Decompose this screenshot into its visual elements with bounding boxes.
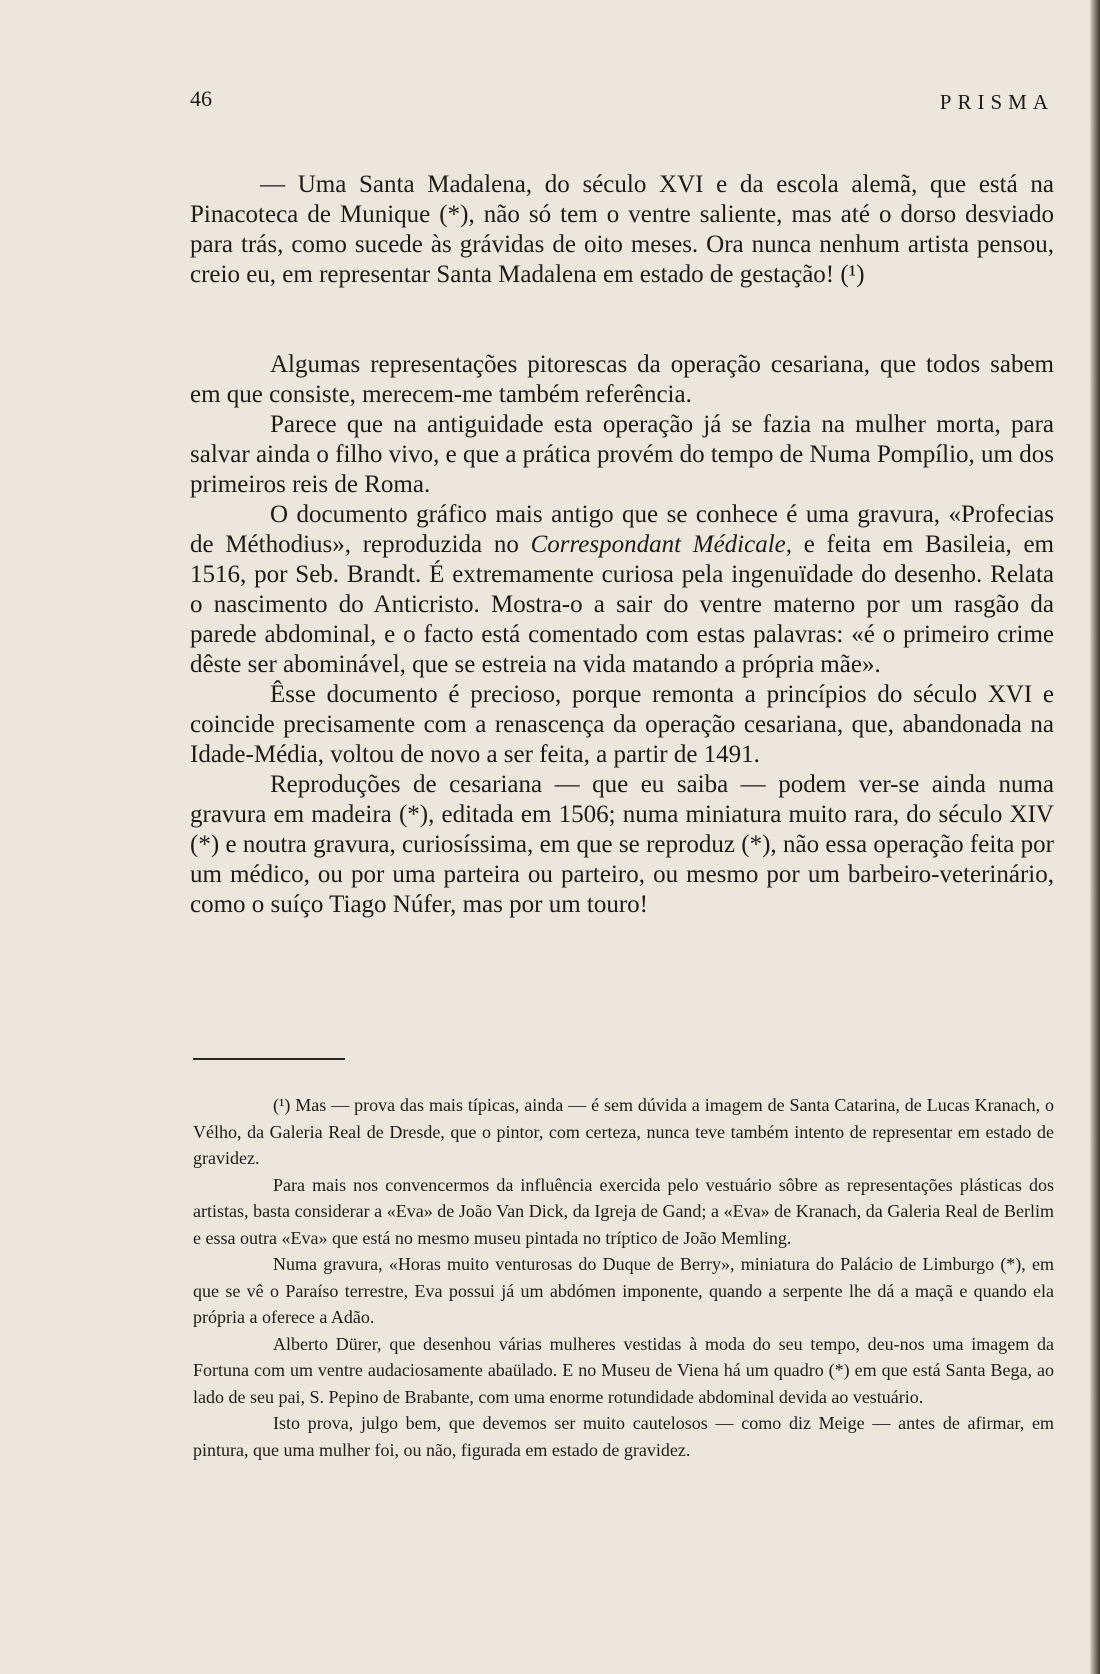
paragraph-documento-precioso: Êsse documento é precioso, porque remonta a princípios do século XVI e coincide precisamente com a renascença da operação cesariana, que, abandonada na Idade-Média, voltou de novo a ser feita, a partir de 1491. (190, 681, 1054, 768)
paragraph-antiguidade: Parece que na antiguidade esta operação já se fazia na mulher morta, para salvar ainda o filho vivo, e que a prática provém do tempo de Numa Pompílio, um dos primeiros reis de Roma. (190, 411, 1054, 498)
italic-title: Correspondant Médicale, (530, 531, 793, 558)
footnotes (193, 1092, 1054, 1463)
text-segment: e feita em Basileia, em 1516, por Seb. Brandt. É extremamente curiosa pela ingenuïdade do desenho. Relata o nascimento do Anticristo. Mostra-o a sair do ventre materno por um rasgão da parede abdominal, e o facto está comentado com estas palavras: «é o primeiro crime dêste ser abominável, que se estreia na vida matando a própria mãe». (190, 531, 1054, 678)
footnote-paragraph: Numa gravura, «Horas muito venturosas do Duque de Berry», miniatura do Palácio de Limburgo (*), em que se vê o Paraíso terrestre, Eva possui já um abdómen imponente, quando a serpente lhe dá a maçã e quando ela própria a oferece a Adão. (193, 1254, 1054, 1327)
paragraph-documento-grafico (190, 500, 1054, 680)
paragraph-santa-madalena: — Uma Santa Madalena, do século XVI e da escola alemã, que está na Pinacoteca de Munique (*), não só tem o ventre saliente, mas até o dorso desviado para trás, como sucede às grávidas de oito meses. Ora nunca nenhum artista pensou, creio eu, em representar Santa Madalena em estado de gestação! (¹) (190, 171, 1054, 288)
text-segment: O documento gráfico mais antigo que se conhece é uma gravura, «Profecias de Méthodius», reproduzida no (190, 501, 1054, 558)
section-gap (190, 290, 1054, 350)
page-edge-shadow (1090, 0, 1100, 1674)
paragraph-reproducoes: Reproduções de cesariana — que eu saiba — podem ver-se ainda numa gravura em madeira (*), editada em 1506; numa miniatura muito rara, do século XIV (*) e noutra gravura, curiosíssima, em que se reproduz (*), não essa operação feita por um médico, ou por uma parteira ou parteiro, ou mesmo por um barbeiro-veterinário, como o suíço Tiago Núfer, mas por um touro! (190, 771, 1054, 918)
footnote-paragraph: Isto prova, julgo bem, que devemos ser muito cautelosos — como diz Meige — antes de afirmar, em pintura, que uma mulher foi, ou não, figurada em estado de gravidez. (193, 1413, 1054, 1460)
paragraph-cesariana-intro: Algumas representações pitorescas da operação cesariana, que todos sabem em que consiste, merecem-me também referência. (190, 351, 1054, 408)
main-text (190, 170, 1054, 920)
footnote-paragraph: Alberto Dürer, que desenhou várias mulheres vestidas à moda do seu tempo, deu-nos uma imagem da Fortuna com um ventre audaciosamente abaülado. E no Museu de Viena há um quadro (*) em que está Santa Bega, ao lado de seu pai, S. Pepino de Brabante, com uma enorme rotundidade abdominal devida ao vestuário. (193, 1333, 1054, 1407)
footnote-paragraph: Para mais nos convencermos da influência exercida pelo vestuário sôbre as representações plásticas dos artistas, basta considerar a «Eva» de João Van Dick, da Igreja de Gand; a «Eva» de Kranach, da Galeria Real de Berlim e essa outra «Eva» que está no mesmo museu pintada no tríptico de João Memling. (193, 1174, 1054, 1248)
footnote-1: (¹) Mas — prova das mais típicas, ainda — é sem dúvida a imagem de Santa Catarina, de Lucas Kranach, o Vélho, da Galeria Real de Dresde, que o pintor, com certeza, nunca teve também intento de representar em estado de gravidez. (193, 1095, 1054, 1168)
page-header (190, 86, 1054, 116)
footnote-divider (193, 1058, 345, 1060)
running-head: PRISMA (939, 90, 1054, 114)
page-number: 46 (190, 86, 212, 111)
